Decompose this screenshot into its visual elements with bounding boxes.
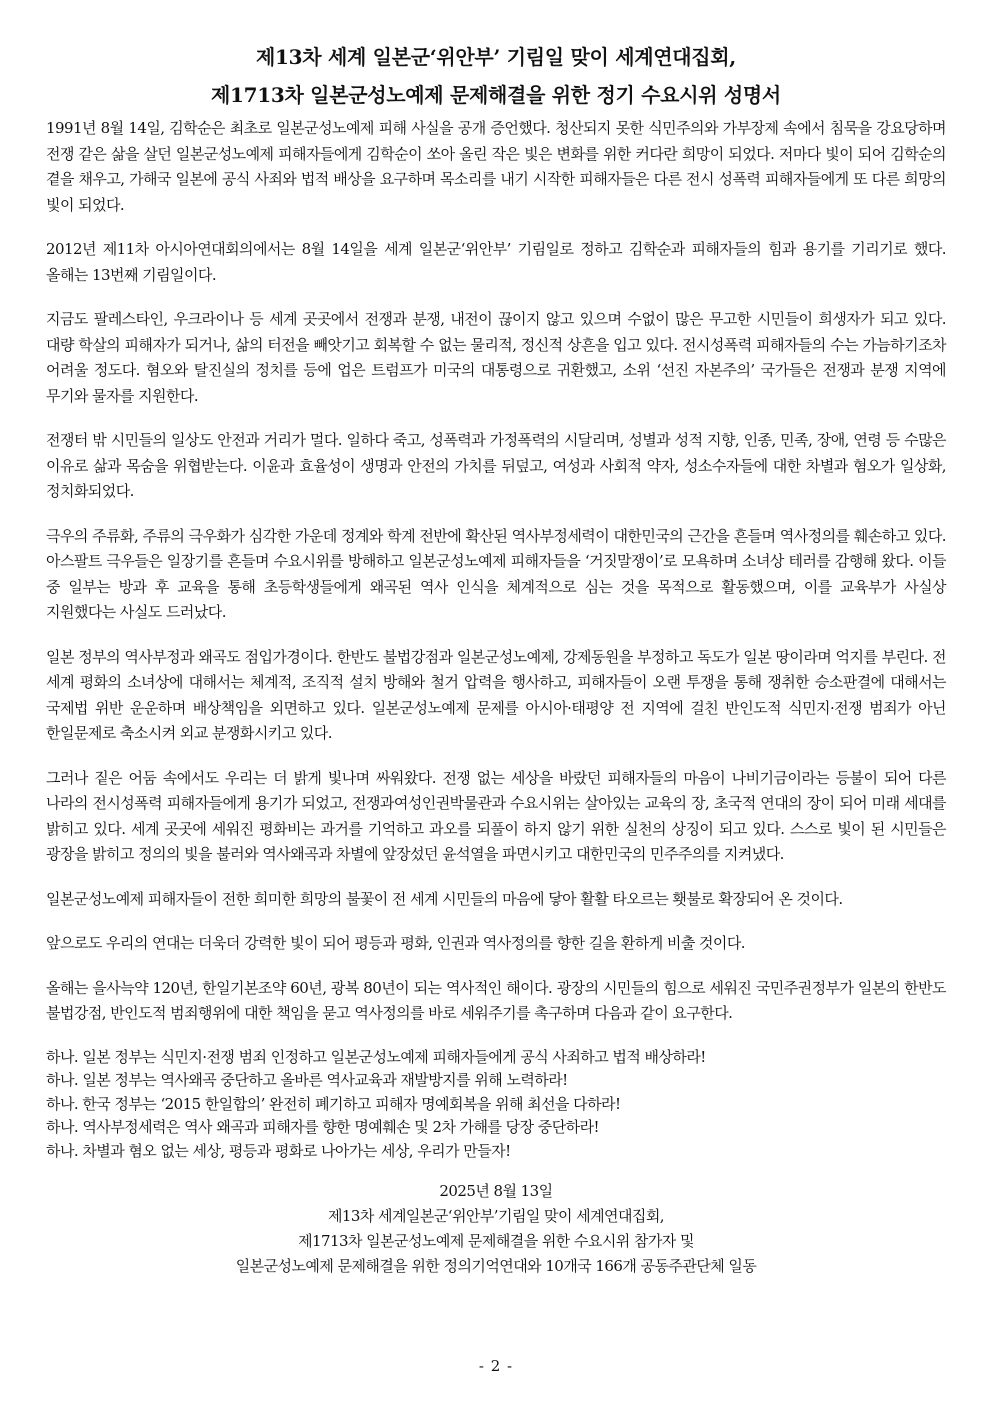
signoff-line-1: 제13차 세계일본군‘위안부’기림일 맞이 세계연대집회, (327, 1207, 665, 1225)
signoff-line-3: 일본군성노예제 문제해결을 위한 정의기억연대와 10개국 166개 공동주관단체 일동 (235, 1257, 757, 1275)
paragraph-5: 극우의 주류화, 주류의 극우화가 심각한 가운데 정계와 학계 전반에 확산된 역사부정세력이 대한민국의 근간을 흔들며 역사정의를 훼손하고 있다. 아스팔트 극우들은 일장기를 흔들며 수요시위를 방해하고 일본군성노예제 피해자들을 ‘거짓말쟁이’로 모욕하며 소녀상 테러를 감행해 왔다. 이들 중 일부는 방과 후 교육을 통해 초등학생들에게 왜곡된 역사 인식을 체계적으로 심는 것을 목적으로 활동했으며, 이를 교육부가 사실상 지원했다는 사실도 드러났다. (46, 526, 946, 621)
signoff-line-2: 제1713차 일본군성노예제 문제해결을 위한 수요시위 참가자 및 (298, 1232, 694, 1250)
demand-item: 하나. 한국 정부는 ‘2015 한일합의’ 완전히 폐기하고 피해자 명예회복을 위해 최선을 다하라! (46, 1094, 621, 1113)
paragraph-4: 전쟁터 밖 시민들의 일상도 안전과 거리가 멀다. 일하다 죽고, 성폭력과 가정폭력의 시달리며, 성별과 성적 지향, 인종, 민족, 장애, 연령 등 수많은 이유로 삶과 목숨을 위협받는다. 이윤과 효율성이 생명과 안전의 가치를 뒤덮고, 여성과 사회적 약자, 성소수자들에 대한 차별과 혐오가 일상화, 정치화되었다. (46, 431, 946, 500)
paragraph-7: 그러나 짙은 어둠 속에서도 우리는 더 밝게 빛나며 싸워왔다. 전쟁 없는 세상을 바랐던 피해자들의 마음이 나비기금이라는 등불이 되어 다른 나라의 전시성폭력 피해자들에게 용기가 되었고, 전쟁과여성인권박물관과 수요시위는 살아있는 교육의 장, 초국적 연대의 장이 되어 미래 세대를 밝히고 있다. 세계 곳곳에 세워진 평화비는 과거를 기억하고 과오를 되풀이 하지 않기 위한 실천의 상징이 되고 있다. 스스로 빛이 된 시민들은 광장을 밝히고 정의의 빛을 불러와 역사왜곡과 차별에 앞장섰던 윤석열을 파면시키고 대한민국의 민주주의를 지켜냈다. (46, 768, 946, 863)
signoff-date: 2025년 8월 13일 (439, 1182, 553, 1200)
paragraph-3: 지금도 팔레스타인, 우크라이나 등 세계 곳곳에서 전쟁과 분쟁, 내전이 끊이지 않고 있으며 수없이 많은 무고한 시민들이 희생자가 되고 있다. 대량 학살의 피해자가 되거나, 삶의 터전을 빼앗기고 회복할 수 없는 물리적, 정신적 상흔을 입고 있다. 전시성폭력 피해자들의 수는 가늠하기조차 어려울 정도다. 혐오와 탈진실의 정치를 등에 업은 트럼프가 미국의 대통령으로 귀환했고, 소위 ‘선진 자본주의’ 국가들은 전쟁과 분쟁 지역에 무기와 물자를 지원한다. (46, 310, 946, 405)
document-page (46, 38, 946, 1279)
demand-item: 하나. 역사부정세력은 역사 왜곡과 피해자를 향한 명예훼손 및 2차 가해를 당장 중단하라! (46, 1118, 599, 1136)
demand-item: 하나. 차별과 혐오 없는 세상, 평등과 평화로 나아가는 세상, 우리가 만들자! (46, 1141, 511, 1160)
demand-item: 하나. 일본 정부는 식민지·전쟁 범죄 인정하고 일본군성노예제 피해자들에게 공식 사죄하고 법적 배상하라! (46, 1047, 706, 1066)
paragraph-6: 일본 정부의 역사부정과 왜곡도 점입가경이다. 한반도 불법강점과 일본군성노예제, 강제동원을 부정하고 독도가 일본 땅이라며 억지를 부린다. 전 세계 평화의 소녀상에 대해서는 체계적, 조직적 설치 방해와 철거 압력을 행사하고, 피해자들이 오랜 투쟁을 통해 쟁취한 승소판결에 대해서는 국제법 위반 운운하며 배상책임을 외면하고 있다. 일본군성노예제 문제를 아시아·태평양 전 지역에 걸친 반인도적 식민지·전쟁 범죄가 아닌 한일문제로 축소시켜 외교 분쟁화시키고 있다. (46, 647, 946, 742)
paragraph-10: 올해는 을사늑약 120년, 한일기본조약 60년, 광복 80년이 되는 역사적인 해이다. 광장의 시민들의 힘으로 세워진 국민주권정부가 일본의 한반도 불법강점, 반인도적 범죄행위에 대한 책임을 묻고 역사정의를 바로 세워주기를 촉구하며 다음과 같이 요구한다. (46, 978, 946, 1022)
signoff-block (46, 1179, 946, 1279)
paragraph-1: 1991년 8월 14일, 김학순은 최초로 일본군성노예제 피해 사실을 공개 증언했다. 청산되지 못한 식민주의와 가부장제 속에서 침묵을 강요당하며 전쟁 같은 삶을 살던 일본군성노예제 피해자들에게 김학순이 쏘아 올린 작은 빛은 변화를 위한 커다란 희망이 되었다. 저마다 빛이 되어 김학순의 곁을 채우고, 가해국 일본에 공식 사죄와 법적 배상을 요구하며 목소리를 내기 시작한 피해자들은 다른 전시 성폭력 피해자들에게 또 다른 희망의 빛이 되었다. (46, 119, 946, 214)
paragraph-8: 일본군성노예제 피해자들이 전한 희미한 희망의 불꽃이 전 세계 시민들의 마음에 닿아 활활 타오르는 횃불로 확장되어 온 것이다. (46, 889, 843, 908)
title-line-1: 제13차 세계 일본군‘위안부’ 기림일 맞이 세계연대집회, (256, 45, 736, 69)
demand-list (46, 1046, 946, 1164)
paragraph-2: 2012년 제11차 아시아연대회의에서는 8월 14일을 세계 일본군‘위안부’ 기림일로 정하고 김학순과 피해자들의 힘과 용기를 기리기로 했다. 올해는 13번째 기림일이다. (46, 240, 946, 284)
title-line-2: 제1713차 일본군성노예제 문제해결을 위한 정기 수요시위 성명서 (211, 83, 781, 107)
document-title (46, 38, 946, 114)
demand-item: 하나. 일본 정부는 역사왜곡 중단하고 올바른 역사교육과 재발방지를 위해 노력하라! (46, 1071, 568, 1089)
paragraph-9: 앞으로도 우리의 연대는 더욱더 강력한 빛이 되어 평등과 평화, 인권과 역사정의를 향한 길을 환하게 비출 것이다. (46, 934, 746, 952)
page-number: - 2 - (478, 1357, 514, 1375)
